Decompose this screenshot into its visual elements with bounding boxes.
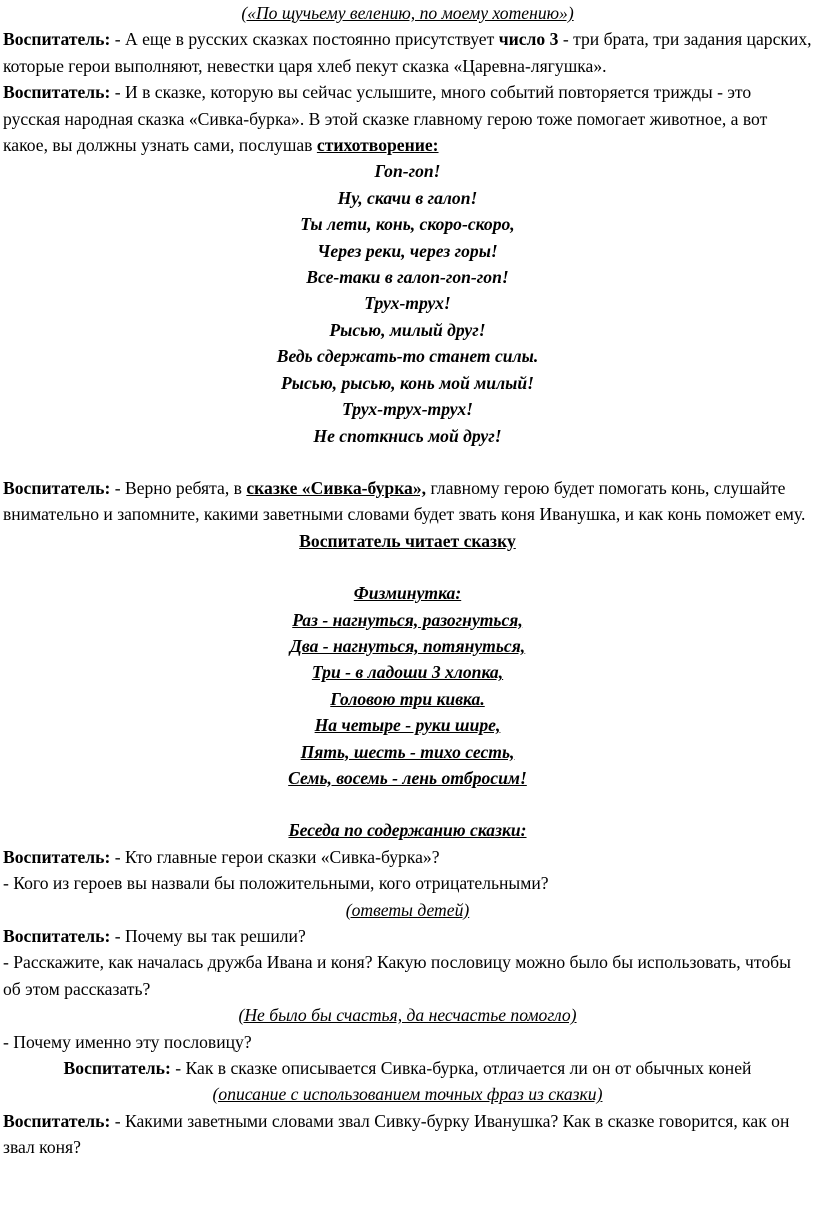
answer-note: (описание с использованием точных фраз из сказки) [212, 1084, 603, 1105]
physical-break-line: Семь, восемь - лень отбросим! [288, 767, 527, 788]
speaker-label: Воспитатель: [3, 846, 111, 867]
poem-line: Ведь сдержать-то станет силы. [276, 346, 539, 367]
poem-line: Все-таки в галоп-гоп-гоп! [306, 267, 509, 288]
question-line: - Расскажите, как началась дружба Ивана и коня? Какую пословицу можно было бы использовать, чтобы об этом рассказать? [3, 952, 791, 999]
paragraph-sivka-intro [3, 79, 812, 158]
poem-line: Трух-трух! [364, 293, 451, 314]
reads-story-heading: Воспитатель читает сказку [299, 530, 516, 551]
paragraph-text: - А еще в русских сказках постоянно присутствует [110, 29, 499, 50]
poem-line: Рысью, рысью, конь мой милый! [281, 372, 534, 393]
question-line [3, 1108, 812, 1161]
question-line: - Кого из героев вы назвали бы положительными, кого отрицательными? [3, 873, 549, 894]
physical-break [3, 580, 812, 791]
physical-break-line: Головою три кивка. [330, 688, 485, 709]
physical-break-title: Физминутка: [353, 583, 462, 604]
poem-line: Не споткнись мой друг! [313, 425, 502, 446]
speaker-label: Воспитатель: [3, 29, 111, 50]
paragraph-number-three [3, 26, 812, 79]
discussion-heading: Беседа по содержанию сказки: [288, 820, 527, 841]
paragraph-text: - три брата, три задания царских, которые герои выполняют, невестки царя хлеб пекут сказка «Царевна-лягушка». [3, 29, 812, 76]
paragraph-text: - Верно ребята, в [110, 477, 247, 498]
question-line [3, 923, 812, 949]
poem-line: Рысью, милый друг! [329, 319, 486, 340]
poem-line: Ты лети, конь, скоро-скоро, [300, 214, 515, 235]
physical-break-line: Пять, шесть - тихо сесть, [300, 741, 515, 762]
physical-break-line: На четыре - руки шире, [314, 715, 501, 736]
speaker-label: Воспитатель: [3, 82, 111, 103]
question-line: - Почему именно эту пословицу? [3, 1031, 252, 1052]
intro-line: («По щучьему велению, по моему хотению») [241, 3, 574, 23]
physical-break-line: Два - нагнуться, потянуться, [289, 635, 526, 656]
answer-note: (Не было бы счастья, да несчастье помогло) [238, 1005, 577, 1026]
poem-line: Гоп-гоп! [374, 161, 441, 182]
poem-line: Трух-трух-трух! [341, 399, 474, 420]
speaker-label: Воспитатель: [63, 1058, 171, 1079]
question-text: - Кто главные герои сказки «Сивка-бурка»? [110, 846, 440, 867]
paragraph-horse-helper [3, 475, 812, 528]
bold-phrase: число 3 [498, 29, 559, 50]
bold-underlined-phrase: сказке «Сивка-бурка», [246, 477, 427, 498]
speaker-label: Воспитатель: [3, 1110, 111, 1131]
blank-line [3, 791, 812, 817]
speaker-label: Воспитатель: [3, 926, 111, 946]
question-text: - Как в сказке описывается Сивка-бурка, отличается ли он от обычных коней [170, 1058, 752, 1079]
question-text: - Какими заветными словами звал Сивку-бурку Иванушка? Как в сказке говорится, как он звал коня? [3, 1110, 790, 1158]
question-line [3, 1055, 812, 1081]
speaker-label: Воспитатель: [3, 477, 111, 498]
poem-line: Ну, скачи в галоп! [337, 187, 478, 208]
question-line [3, 844, 812, 870]
blank-line [3, 449, 812, 475]
question-text: - Почему вы так решили? [110, 926, 306, 946]
physical-break-line: Раз - нагнуться, разогнуться, [292, 609, 523, 630]
physical-break-line: Три - в ладоши 3 хлопка, [311, 662, 504, 683]
bold-underlined-phrase: стихотворение: [316, 135, 439, 156]
blank-line [3, 554, 812, 580]
paragraph-text: - И в сказке, которую вы сейчас услышите, много событий повторяется трижды - это русская народная сказка «Сивка-бурка». В этой сказке главному герою тоже помогает животное, а вот какое, вы должны узнать сами, послушав [3, 82, 768, 156]
poem-line: Через реки, через горы! [317, 240, 498, 261]
poem [3, 158, 812, 448]
answer-note: (ответы детей) [345, 899, 470, 920]
paragraph-text: главному герою будет помогать конь, слушайте внимательно и запомните, какими заветными словами будет звать коня Иванушка, и как конь поможет ему. [3, 477, 806, 525]
